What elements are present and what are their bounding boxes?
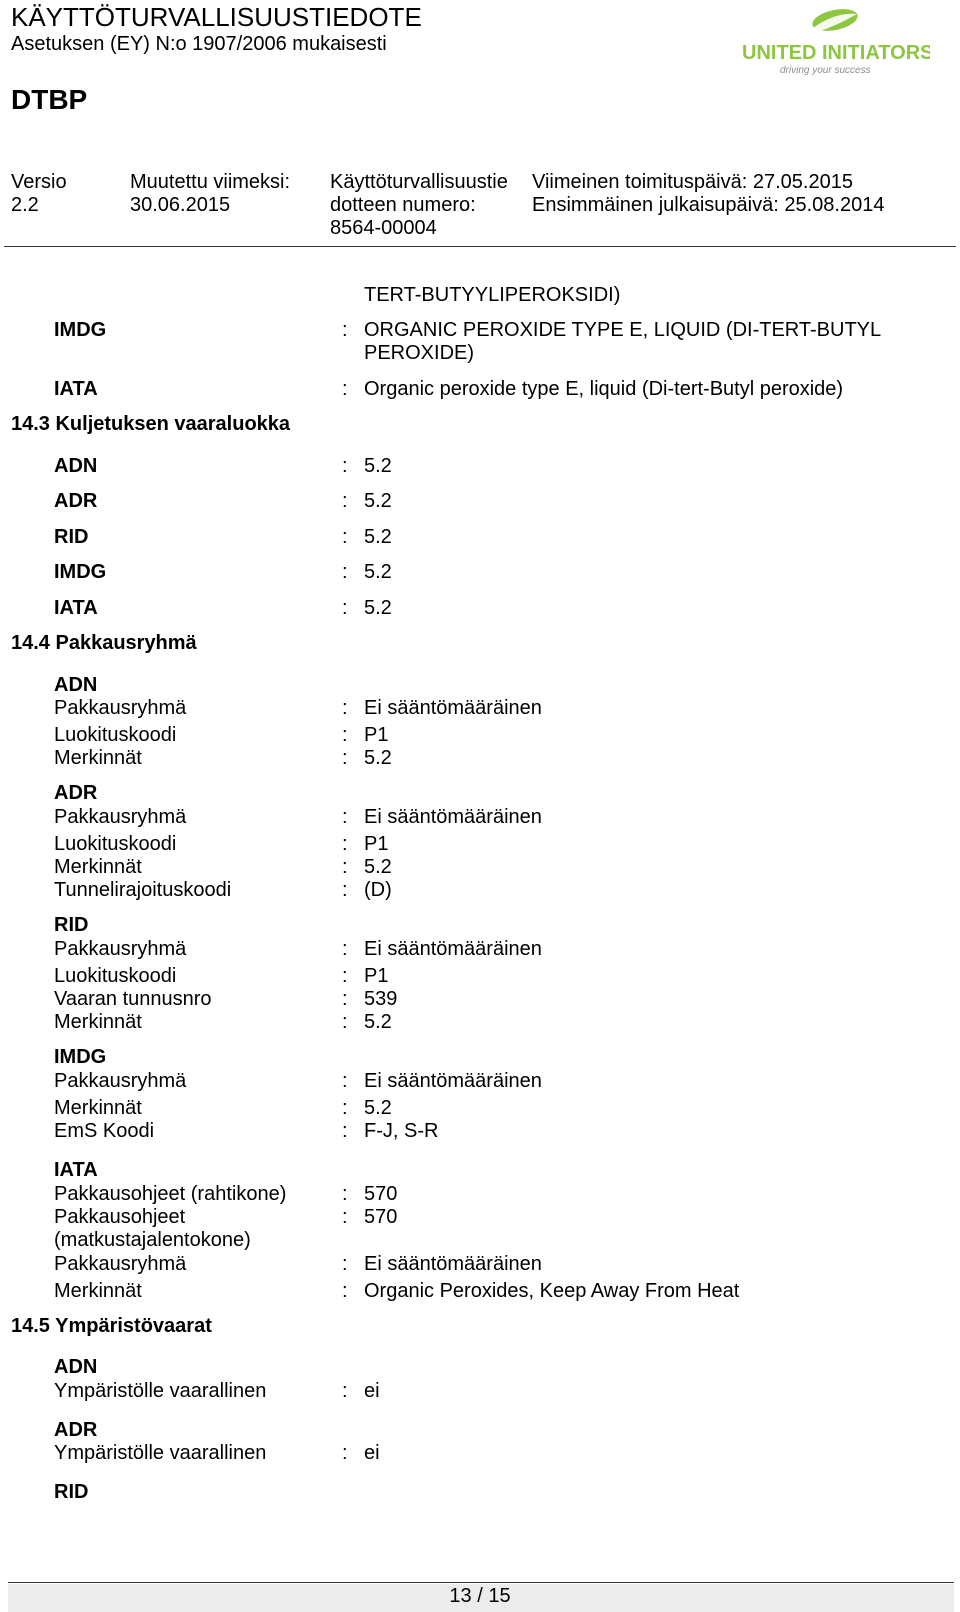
colon: : xyxy=(342,1206,348,1228)
colon: : xyxy=(342,1442,348,1464)
footer-divider xyxy=(8,1582,954,1583)
un-name-continued: TERT-BUTYYLIPEROKSIDI) xyxy=(364,284,621,306)
adn-heading: ADN xyxy=(54,674,98,696)
adn-row-value: P1 xyxy=(364,724,389,746)
env-adr-heading: ADR xyxy=(54,1419,98,1441)
page-number: 13 / 15 xyxy=(449,1585,511,1607)
last-delivery-date: Viimeinen toimituspäivä: 27.05.2015 xyxy=(532,171,853,193)
imdg-row-label: Merkinnät xyxy=(54,1097,142,1119)
colon: : xyxy=(342,938,348,960)
logo-tagline: driving your success xyxy=(780,65,871,76)
class-iata-label: IATA xyxy=(54,597,98,619)
imdg-label: IMDG xyxy=(54,319,107,341)
iata-row-label-2: (matkustajalentokone) xyxy=(54,1229,251,1251)
env-adn-value: ei xyxy=(364,1380,380,1402)
product-name: DTBP xyxy=(11,84,88,115)
version-value: 2.2 xyxy=(11,194,39,216)
colon: : xyxy=(342,1253,348,1275)
class-adr-value: 5.2 xyxy=(364,490,392,512)
class-imdg-value: 5.2 xyxy=(364,561,392,583)
colon: : xyxy=(342,1070,348,1092)
logo-text: UNITED INITIATORS xyxy=(742,42,930,64)
class-adr-label: ADR xyxy=(54,490,98,512)
colon: : xyxy=(342,856,348,878)
adr-heading: ADR xyxy=(54,782,98,804)
env-adr-label: Ympäristölle vaarallinen xyxy=(54,1442,267,1464)
colon: : xyxy=(342,378,348,400)
rid-row-label: Pakkausryhmä xyxy=(54,938,187,960)
imdg-row-label: EmS Koodi xyxy=(54,1120,155,1142)
imdg-row-label: Pakkausryhmä xyxy=(54,1070,187,1092)
colon: : xyxy=(342,1011,348,1033)
adr-row-label: Tunnelirajoituskoodi xyxy=(54,879,232,901)
colon: : xyxy=(342,1120,348,1142)
adn-row-value: 5.2 xyxy=(364,747,392,769)
first-publish-date: Ensimmäinen julkaisupäivä: 25.08.2014 xyxy=(532,194,885,216)
colon: : xyxy=(342,1380,348,1402)
iata-row-value: Ei sääntömääräinen xyxy=(364,1253,542,1275)
revised-label: Muutettu viimeksi: xyxy=(130,171,291,193)
class-rid-label: RID xyxy=(54,526,89,548)
colon: : xyxy=(342,806,348,828)
colon: : xyxy=(342,1280,348,1302)
class-adn-label: ADN xyxy=(54,455,98,477)
class-adn-value: 5.2 xyxy=(364,455,392,477)
adr-row-label: Merkinnät xyxy=(54,856,142,878)
colon: : xyxy=(342,1097,348,1119)
adn-row-label: Luokituskoodi xyxy=(54,724,177,746)
imdg-heading: IMDG xyxy=(54,1046,107,1068)
rid-row-label: Vaaran tunnusnro xyxy=(54,988,212,1010)
colon: : xyxy=(342,561,348,583)
adn-row-value: Ei sääntömääräinen xyxy=(364,697,542,719)
iata-row-label: Pakkausohjeet xyxy=(54,1206,186,1228)
header-divider xyxy=(4,246,956,247)
iata-label: IATA xyxy=(54,378,98,400)
imdg-row-value: Ei sääntömääräinen xyxy=(364,1070,542,1092)
section-14-5-title: 14.5 Ympäristövaarat xyxy=(11,1315,212,1337)
regulation-text: Asetuksen (EY) N:o 1907/2006 mukaisesti xyxy=(11,33,387,55)
adn-row-label: Pakkausryhmä xyxy=(54,697,187,719)
iata-row-value: 570 xyxy=(364,1183,398,1205)
class-imdg-label: IMDG xyxy=(54,561,107,583)
env-adr-value: ei xyxy=(364,1442,380,1464)
adr-row-value: 5.2 xyxy=(364,856,392,878)
section-14-4-title: 14.4 Pakkausryhmä xyxy=(11,632,197,654)
iata-row-label: Pakkausohjeet (rahtikone) xyxy=(54,1183,287,1205)
colon: : xyxy=(342,988,348,1010)
iata-heading: IATA xyxy=(54,1159,98,1181)
iata-row-value: Organic Peroxides, Keep Away From Heat xyxy=(364,1280,740,1302)
colon: : xyxy=(342,597,348,619)
adr-row-label: Luokituskoodi xyxy=(54,833,177,855)
imdg-row-value: 5.2 xyxy=(364,1097,392,1119)
colon: : xyxy=(342,747,348,769)
colon: : xyxy=(342,724,348,746)
sds-number-label-2: dotteen numero: xyxy=(330,194,476,216)
rid-row-label: Luokituskoodi xyxy=(54,965,177,987)
version-label: Versio xyxy=(11,171,67,193)
imdg-name-line1: ORGANIC PEROXIDE TYPE E, LIQUID (DI-TERT-BUTYL xyxy=(364,319,882,341)
iata-row-label: Merkinnät xyxy=(54,1280,142,1302)
adr-row-value: P1 xyxy=(364,833,389,855)
section-14-3-title: 14.3 Kuljetuksen vaaraluokka xyxy=(11,413,291,435)
colon: : xyxy=(342,965,348,987)
env-adn-label: Ympäristölle vaarallinen xyxy=(54,1380,267,1402)
iata-row-label: Pakkausryhmä xyxy=(54,1253,187,1275)
revised-value: 30.06.2015 xyxy=(130,194,231,216)
rid-row-label: Merkinnät xyxy=(54,1011,142,1033)
class-iata-value: 5.2 xyxy=(364,597,392,619)
adr-row-value: Ei sääntömääräinen xyxy=(364,806,542,828)
iata-name: Organic peroxide type E, liquid (Di-tert-Butyl peroxide) xyxy=(364,378,844,400)
logo-leaf-icon xyxy=(740,6,930,78)
env-rid-heading: RID xyxy=(54,1481,89,1503)
rid-row-value: 539 xyxy=(364,988,398,1010)
sds-number-label-1: Käyttöturvallisuustie xyxy=(330,171,508,193)
company-logo xyxy=(740,6,930,78)
colon: : xyxy=(342,1183,348,1205)
colon: : xyxy=(342,490,348,512)
class-rid-value: 5.2 xyxy=(364,526,392,548)
colon: : xyxy=(342,879,348,901)
colon: : xyxy=(342,697,348,719)
adr-row-value: (D) xyxy=(364,879,392,901)
rid-row-value: P1 xyxy=(364,965,389,987)
rid-row-value: Ei sääntömääräinen xyxy=(364,938,542,960)
sds-number-value: 8564-00004 xyxy=(330,217,437,239)
env-adn-heading: ADN xyxy=(54,1356,98,1378)
rid-heading: RID xyxy=(54,914,89,936)
imdg-row-value: F-J, S-R xyxy=(364,1120,439,1142)
adr-row-label: Pakkausryhmä xyxy=(54,806,187,828)
colon: : xyxy=(342,319,348,341)
colon: : xyxy=(342,833,348,855)
document-title: KÄYTTÖTURVALLISUUSTIEDOTE xyxy=(11,2,422,32)
imdg-name-line2: PEROXIDE) xyxy=(364,342,475,364)
adn-row-label: Merkinnät xyxy=(54,747,142,769)
colon: : xyxy=(342,455,348,477)
rid-row-value: 5.2 xyxy=(364,1011,392,1033)
colon: : xyxy=(342,526,348,548)
iata-row-value: 570 xyxy=(364,1206,398,1228)
